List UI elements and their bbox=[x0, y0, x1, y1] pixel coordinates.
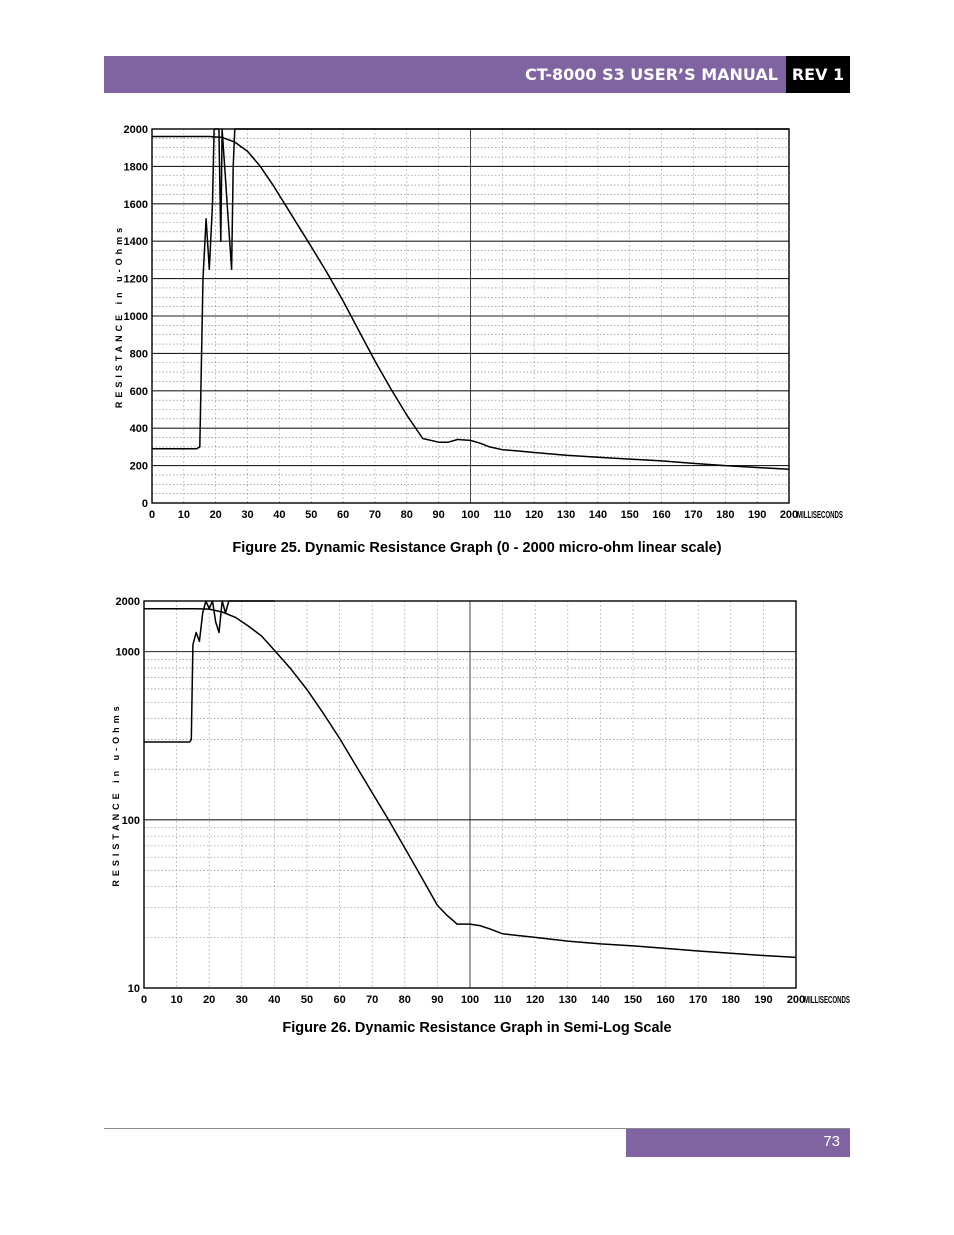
x-tick-label: 80 bbox=[398, 994, 411, 1006]
x-tick-label: 50 bbox=[305, 509, 318, 521]
footer-bar bbox=[626, 1129, 850, 1157]
x-tick-label: 120 bbox=[526, 994, 545, 1006]
x-tick-label: 50 bbox=[300, 994, 314, 1006]
x-tick-label: 30 bbox=[235, 994, 248, 1006]
x-tick-label: 130 bbox=[556, 509, 576, 521]
x-tick-label: 180 bbox=[721, 994, 740, 1006]
x-tick-label: 10 bbox=[177, 509, 190, 521]
y-tick-label: 0 bbox=[141, 498, 148, 510]
y-tick-label: 1400 bbox=[123, 236, 148, 249]
x-unit-label: MILLISECONDS bbox=[797, 509, 843, 521]
y-axis-title: RESISTANCE in u-Ohms bbox=[114, 223, 124, 409]
y-tick-label: 100 bbox=[121, 814, 140, 827]
x-tick-label: 20 bbox=[203, 994, 216, 1006]
figure-25-caption: Figure 25. Dynamic Resistance Graph (0 - 2000 micro-ohm linear scale) bbox=[232, 540, 722, 556]
x-tick-label: 30 bbox=[241, 509, 254, 521]
y-axis-title: RESISTANCE in u-Ohms bbox=[111, 702, 121, 887]
x-tick-label: 80 bbox=[400, 509, 413, 521]
y-tick-label: 2000 bbox=[115, 596, 140, 608]
x-tick-label: 40 bbox=[268, 994, 281, 1006]
x-tick-label: 150 bbox=[623, 994, 643, 1006]
y-tick-label: 1200 bbox=[123, 273, 148, 286]
x-tick-label: 100 bbox=[461, 509, 480, 521]
y-tick-label: 800 bbox=[129, 348, 148, 361]
x-tick-label: 140 bbox=[591, 994, 610, 1006]
x-tick-label: 110 bbox=[493, 994, 512, 1006]
x-tick-label: 70 bbox=[366, 994, 379, 1006]
x-tick-label: 10 bbox=[170, 994, 183, 1006]
x-tick-label: 200 bbox=[779, 509, 799, 521]
page-number: 73 bbox=[823, 1133, 840, 1150]
x-tick-label: 20 bbox=[209, 509, 222, 521]
x-tick-label: 120 bbox=[525, 509, 544, 521]
x-tick-label: 90 bbox=[432, 509, 445, 521]
document-title: CT-8000 S3 USER’S MANUAL bbox=[525, 65, 778, 84]
x-unit-label: MILLISECONDS bbox=[804, 994, 850, 1006]
x-tick-label: 70 bbox=[368, 509, 382, 521]
y-tick-label: 10 bbox=[127, 983, 140, 995]
y-tick-label: 1600 bbox=[123, 198, 148, 211]
x-tick-label: 60 bbox=[333, 994, 346, 1006]
x-tick-label: 160 bbox=[652, 509, 671, 521]
x-tick-label: 100 bbox=[460, 994, 480, 1006]
x-tick-label: 140 bbox=[588, 509, 608, 521]
x-tick-label: 110 bbox=[493, 509, 512, 521]
y-tick-label: 600 bbox=[129, 385, 148, 398]
x-tick-label: 130 bbox=[558, 994, 577, 1006]
x-tick-label: 0 bbox=[140, 994, 148, 1006]
x-tick-label: 170 bbox=[689, 994, 708, 1006]
revision-badge: REV 1 bbox=[786, 56, 850, 93]
x-tick-label: 170 bbox=[684, 509, 703, 521]
x-tick-label: 180 bbox=[716, 509, 735, 521]
y-tick-label: 1000 bbox=[123, 311, 148, 323]
x-tick-label: 190 bbox=[754, 994, 773, 1006]
x-tick-label: 40 bbox=[273, 509, 286, 521]
x-tick-label: 60 bbox=[336, 509, 350, 521]
y-tick-label: 2000 bbox=[123, 124, 148, 136]
y-tick-label: 400 bbox=[129, 423, 148, 436]
dynamic-resistance-semilog-chart bbox=[110, 594, 850, 1010]
y-tick-label: 200 bbox=[129, 460, 148, 473]
y-tick-label: 1800 bbox=[123, 161, 148, 174]
dynamic-resistance-linear-chart bbox=[110, 122, 850, 530]
x-tick-label: 0 bbox=[148, 509, 156, 521]
x-tick-label: 160 bbox=[656, 994, 675, 1006]
y-tick-label: 1000 bbox=[115, 646, 140, 659]
figure-26-caption: Figure 26. Dynamic Resistance Graph in Semi-Log Scale bbox=[282, 1020, 672, 1036]
x-tick-label: 190 bbox=[747, 509, 767, 521]
header-bar bbox=[104, 56, 786, 93]
x-tick-label: 200 bbox=[786, 994, 806, 1006]
x-tick-label: 90 bbox=[431, 994, 444, 1006]
x-tick-label: 150 bbox=[620, 509, 639, 521]
